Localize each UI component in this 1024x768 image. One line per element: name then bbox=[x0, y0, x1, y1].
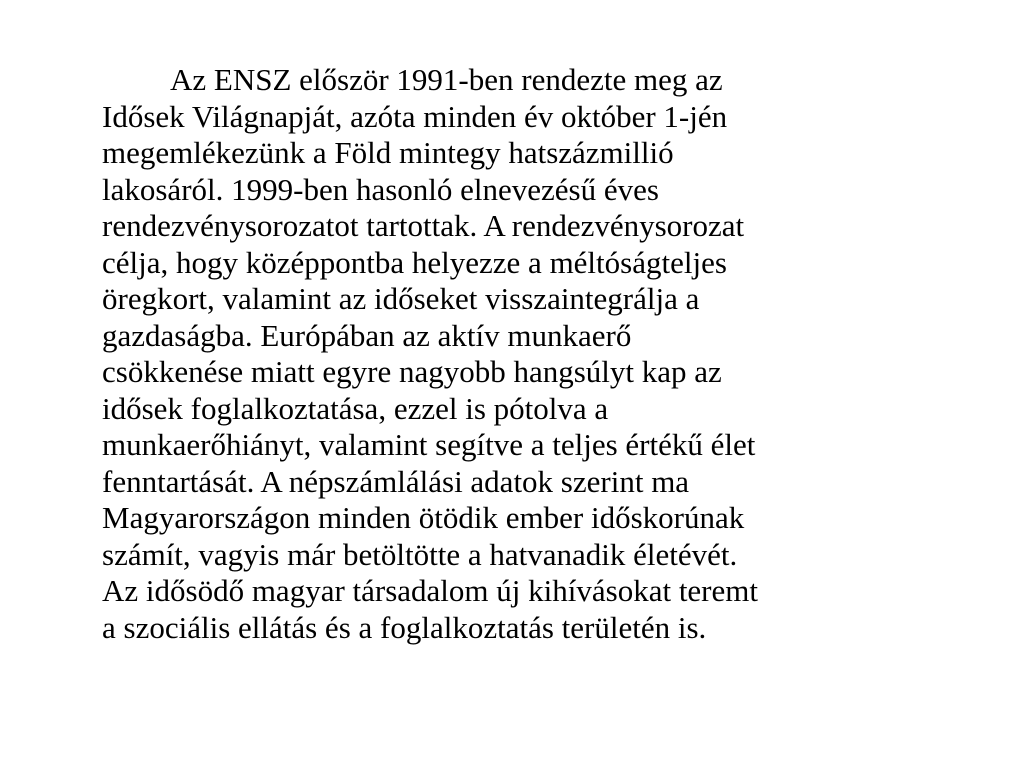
text-line: öregkort, valamint az időseket visszaintegrálja a bbox=[102, 281, 700, 316]
text-line: rendezvénysorozatot tartottak. A rendezvénysorozat bbox=[102, 208, 745, 243]
text-line: Idősek Világnapját, azóta minden év október 1-jén bbox=[102, 98, 728, 134]
text-line: gazdaságba. Európában az aktív munkaerő bbox=[102, 317, 632, 353]
text-line: idősek foglalkoztatása, ezzel is pótolva a bbox=[102, 390, 609, 426]
text-line: Az idősödő magyar társadalom új kihívásokat teremt bbox=[102, 573, 758, 608]
text-line: a szociális ellátás és a foglalkoztatás területén is. bbox=[102, 609, 707, 645]
text-line: lakosáról. 1999-ben hasonló elnevezésű éves bbox=[102, 171, 659, 207]
text-line: Az ENSZ először 1991-ben rendezte meg az bbox=[170, 62, 723, 97]
text-line: csökkenése miatt egyre nagyobb hangsúlyt kap az bbox=[102, 354, 722, 389]
body-paragraph bbox=[102, 62, 952, 646]
text-line: számít, vagyis már betöltötte a hatvanadik életévét. bbox=[102, 536, 738, 572]
text-line: megemlékezünk a Föld mintegy hatszázmillió bbox=[102, 135, 674, 170]
text-line: célja, hogy középpontba helyezze a méltóságteljes bbox=[102, 244, 727, 280]
text-line: munkaerőhiányt, valamint segítve a teljes értékű élet bbox=[102, 427, 756, 462]
text-line: Magyarországon minden ötödik ember időskorúnak bbox=[102, 500, 745, 535]
text-line: fenntartását. A népszámlálási adatok szerint ma bbox=[102, 463, 690, 499]
